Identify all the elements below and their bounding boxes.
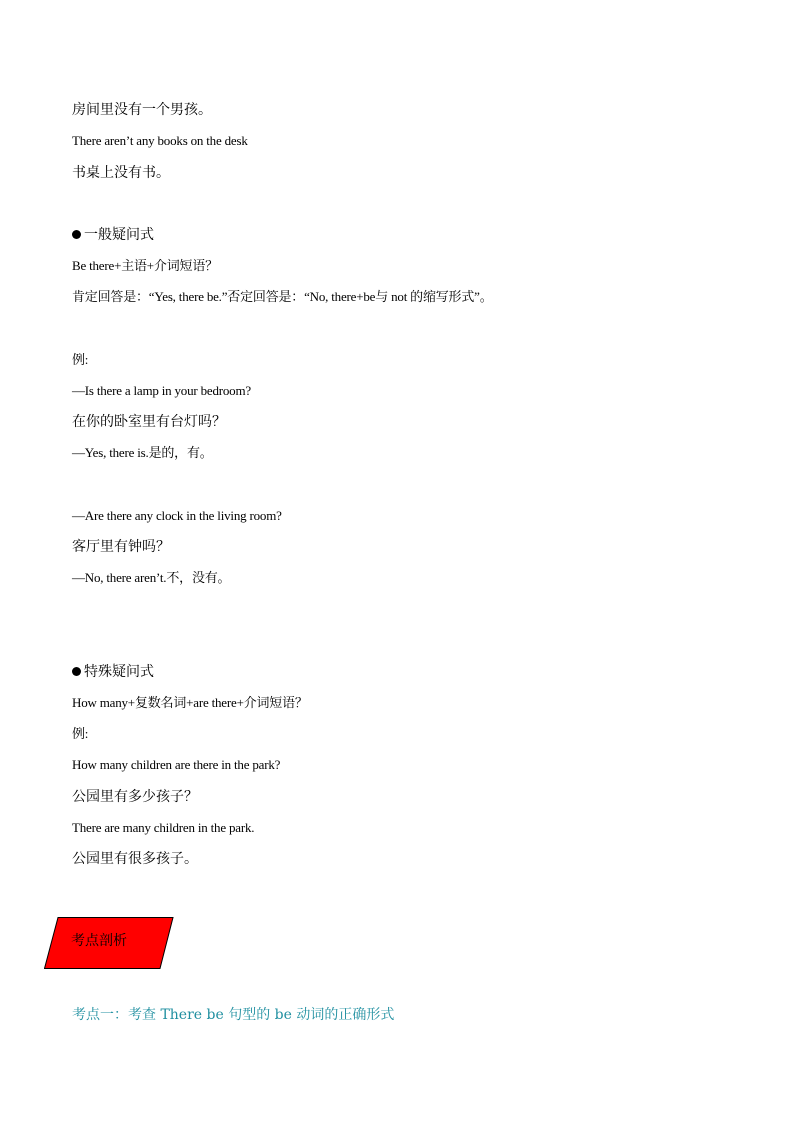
text-line: 在你的卧室里有台灯吗？: [72, 414, 226, 430]
bullet-heading: [72, 663, 154, 681]
text-line: —Is there a lamp in your bedroom?: [72, 383, 251, 398]
banner-label: 考点剖析: [71, 933, 127, 949]
text-line: 客厅里有钟吗？: [72, 539, 170, 555]
bullet-heading-label: 一般疑问式: [84, 227, 154, 243]
bullet-heading-label: 特殊疑问式: [84, 664, 154, 680]
text-line: 公园里有很多孩子。: [72, 851, 198, 867]
bullet-heading: [72, 226, 154, 244]
text-line: —No, there aren’t.不，没有。: [72, 570, 231, 585]
text-line: There are many children in the park.: [72, 820, 255, 835]
text-line: 房间里没有一个男孩。: [72, 102, 212, 118]
text-line: How many+复数名词+are there+介词短语？: [72, 695, 308, 710]
bullet-icon: [72, 667, 81, 676]
bullet-icon: [72, 230, 81, 239]
text-line: —Are there any clock in the living room?: [72, 508, 282, 523]
text-line: Be there+主语+介词短语？: [72, 258, 218, 273]
text-line: 例:: [72, 352, 89, 367]
text-line: 书桌上没有书。: [72, 165, 170, 181]
text-line: 例:: [72, 726, 89, 741]
text-line: —Yes, there is.是的，有。: [72, 445, 213, 460]
section-banner: [44, 917, 174, 969]
text-line: 公园里有多少孩子？: [72, 789, 198, 805]
text-line: 肯定回答是：“Yes, there be.”否定回答是：“No, there+be与 not 的缩写形式”。: [72, 289, 493, 304]
text-line: There aren’t any books on the desk: [72, 133, 248, 148]
text-line: How many children are there in the park?: [72, 757, 281, 772]
section-heading: 考点一：考查 There be 句型的 be 动词的正确形式: [72, 1007, 395, 1023]
